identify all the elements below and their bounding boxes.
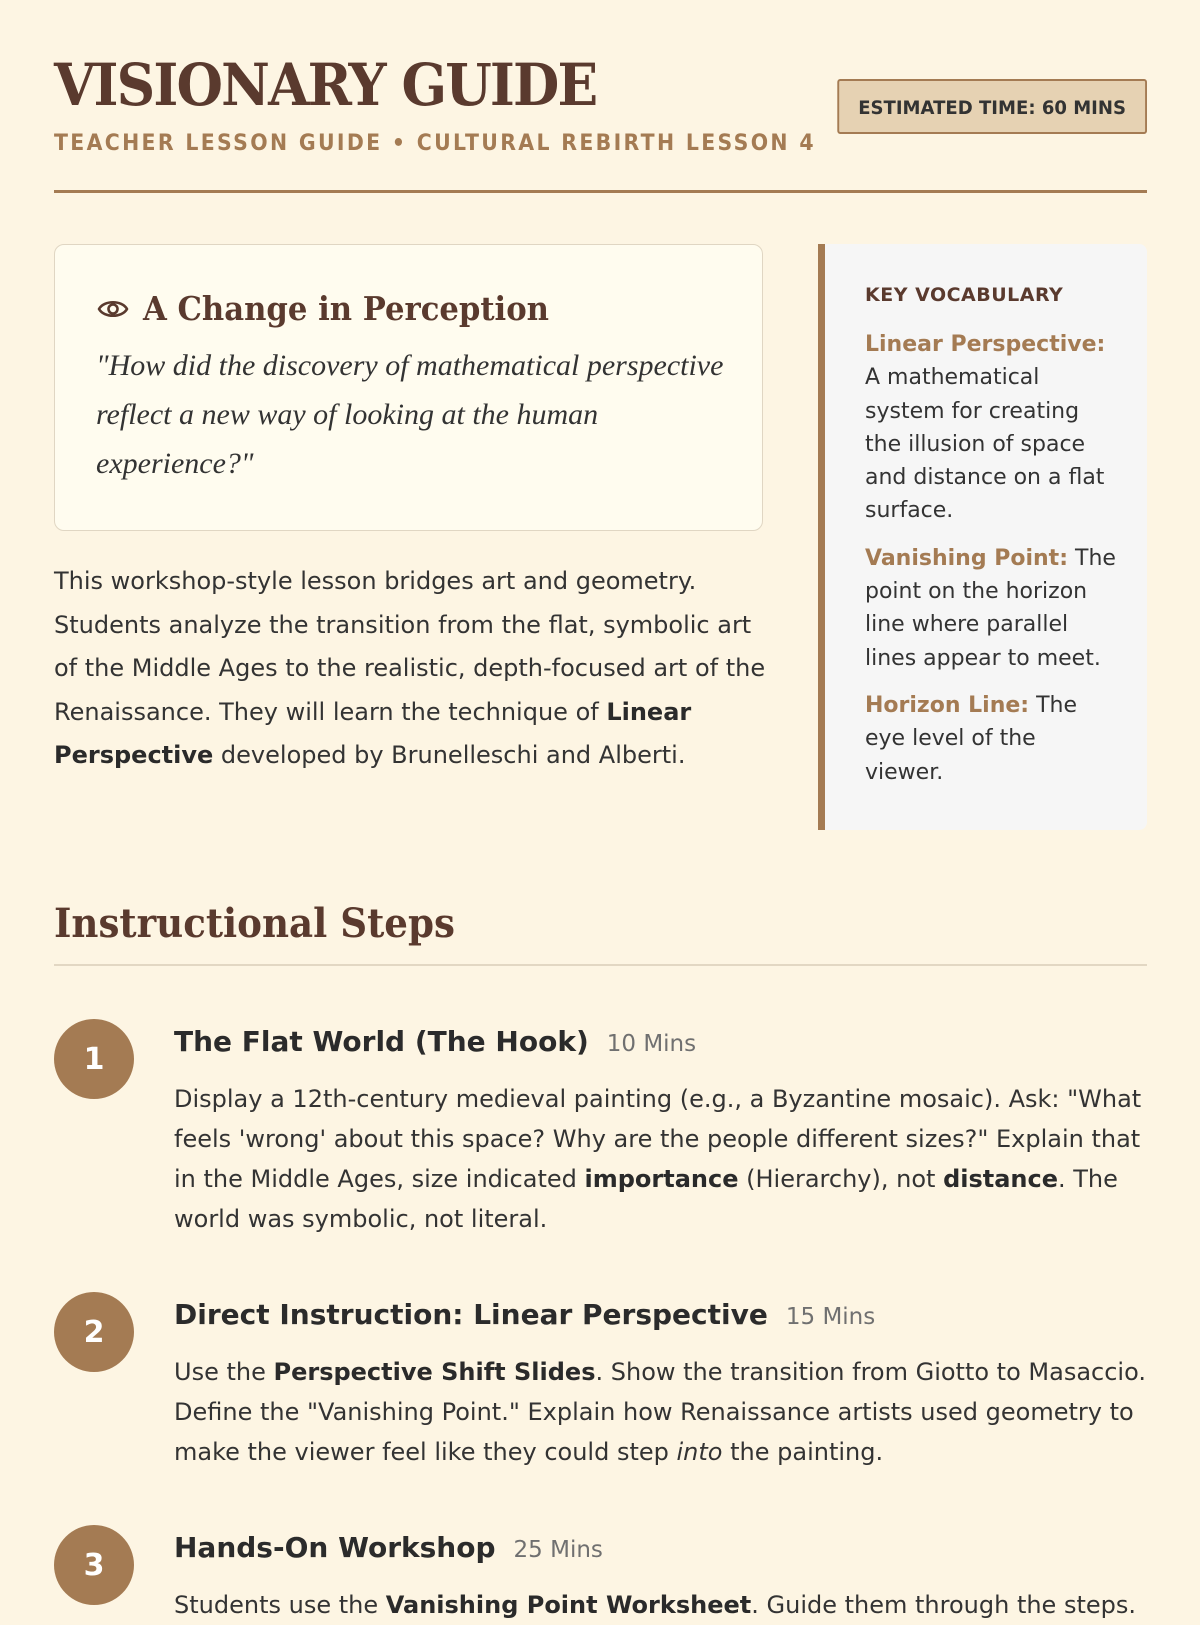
step-duration: 25 Mins bbox=[513, 1537, 603, 1563]
steps-heading: Instructional Steps bbox=[54, 900, 455, 947]
step-title: Hands-On Workshop bbox=[174, 1531, 496, 1564]
step-text: the painting. bbox=[722, 1438, 884, 1466]
vocab-term: Linear Perspective: bbox=[865, 332, 1106, 357]
essential-question-card bbox=[54, 244, 763, 531]
vocab-item bbox=[865, 328, 1117, 528]
header bbox=[54, 0, 1147, 193]
step-duration: 15 Mins bbox=[785, 1304, 876, 1330]
step-text: Use the bbox=[174, 1358, 274, 1386]
step-text: (Hierarchy), not bbox=[738, 1165, 944, 1193]
step-header bbox=[174, 1025, 696, 1058]
step-keyword: Vanishing Point Worksheet bbox=[385, 1591, 752, 1619]
overview-text-end: developed by Brunelleschi and Alberti. bbox=[213, 741, 686, 769]
steps-section-title bbox=[54, 900, 1147, 966]
vocab-item bbox=[865, 542, 1117, 675]
key-vocabulary-panel bbox=[818, 244, 1147, 830]
step-header bbox=[174, 1531, 603, 1564]
step-number-badge: 2 bbox=[54, 1292, 134, 1372]
vocab-definition: The point on the horizon line where parallel lines appear to meet. bbox=[865, 545, 1116, 671]
step-text: . The world was symbolic, not literal. bbox=[174, 1165, 1118, 1233]
step-text: Display a 12th-century medieval painting (e.g., a Byzantine mosaic). Ask: "What feels 'wrong' about this space? Why are the people different sizes?" Explain that in the Middle Ages, size indicated bbox=[174, 1085, 1142, 1193]
step-title: Direct Instruction: Linear Perspective bbox=[174, 1298, 768, 1331]
lesson-overview bbox=[54, 560, 774, 778]
brand-title: VISIONARY GUIDE bbox=[54, 51, 597, 119]
eye-icon bbox=[97, 293, 129, 325]
lesson-guide-page bbox=[54, 0, 1147, 1619]
step-description bbox=[174, 1352, 1147, 1472]
step-text: Students use the bbox=[174, 1591, 386, 1619]
step-emphasis: into bbox=[676, 1438, 723, 1466]
vocab-item bbox=[865, 689, 1117, 789]
overview-text-start: This workshop-style lesson bridges art and geometry. Students analyze the transition from the flat, symbolic art of the Middle Ages to the realistic, depth-focused art of the Renaissance. They will learn the technique of bbox=[54, 567, 766, 726]
step-text: . Show the transition from Giotto to Masaccio. Define the "Vanishing Point." Explain how Renaissance artists used geometry to make the viewer feel like they could step bbox=[174, 1358, 1146, 1466]
essential-question-text: "How did the discovery of mathematical perspective reflect a new way of looking at the human experience?" bbox=[96, 349, 724, 480]
overview-keyword: Linear Perspective bbox=[54, 697, 692, 769]
step-keyword: distance bbox=[943, 1165, 1059, 1193]
vocab-definition: A mathematical system for creating the illusion of space and distance on a flat surface. bbox=[865, 365, 1105, 524]
step-text: . Guide them through the steps. bbox=[751, 1591, 1136, 1619]
step-keyword: Perspective Shift Slides bbox=[273, 1358, 596, 1386]
vocabulary-label: KEY VOCABULARY bbox=[865, 284, 1064, 306]
estimated-time-badge: ESTIMATED TIME: 60 MINS bbox=[837, 79, 1147, 134]
step-header bbox=[174, 1298, 875, 1331]
vocab-definition: The eye level of the viewer. bbox=[865, 692, 1078, 785]
vocab-term: Horizon Line: bbox=[865, 692, 1030, 718]
step-duration: 10 Mins bbox=[606, 1031, 697, 1057]
lesson-subtitle: TEACHER LESSON GUIDE • CULTURAL REBIRTH LESSON 4 bbox=[54, 131, 816, 156]
step-number-badge: 3 bbox=[54, 1525, 134, 1605]
step-number-badge: 1 bbox=[54, 1019, 134, 1099]
vocab-term: Vanishing Point: bbox=[865, 545, 1068, 571]
essential-question-heading: A Change in Perception bbox=[143, 289, 550, 328]
step-title: The Flat World (The Hook) bbox=[174, 1025, 589, 1058]
step-keyword: importance bbox=[584, 1165, 739, 1193]
essential-question-title bbox=[97, 289, 580, 328]
step-description bbox=[174, 1585, 1147, 1625]
step-description bbox=[174, 1079, 1147, 1239]
